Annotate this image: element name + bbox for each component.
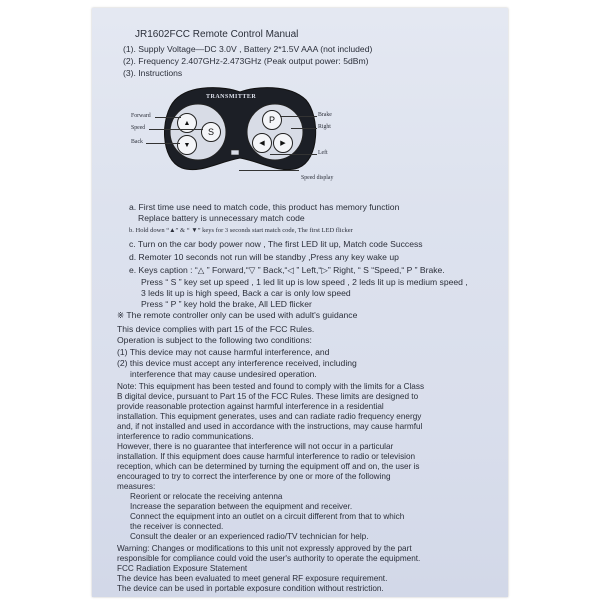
fcc-line: (1) This device may not cause harmful interference, and (117, 347, 330, 357)
speed-button-label: S (207, 127, 214, 137)
fcc-line: provide reasonable protection against harmful interference in a residential (117, 402, 384, 411)
right-icon: ▶ (280, 140, 286, 147)
fcc-line: This device complies with part 15 of the FCC Rules. (117, 324, 315, 334)
manual-title: JR1602FCC Remote Control Manual (135, 29, 299, 40)
label-forward: Forward (131, 113, 151, 119)
spec-line: (1). Supply Voltage—DC 3.0V , Battery 2*1.5V AAA (not included) (123, 44, 373, 54)
forward-button[interactable] (177, 113, 197, 133)
fcc-line: Operation is subject to the following two conditions: (117, 335, 312, 345)
back-button[interactable] (177, 135, 197, 155)
leader-line (270, 154, 317, 155)
instruction-line: Replace battery is unnecessary match code (138, 213, 305, 223)
fcc-line: Warning: Changes or modifications to this unit not expressly approved by the part (117, 544, 412, 553)
spec-line: (2). Frequency 2.407GHz-2.473GHz (Peak output power: 5dBm) (123, 56, 369, 66)
fcc-line: Note: This equipment has been tested and found to comply with the limits for a Class (117, 382, 425, 391)
label-right: Right (318, 124, 331, 130)
fcc-line: Increase the separation between the equipment and receiver. (130, 502, 353, 511)
transmitter-label: TRANSMITTER (206, 94, 257, 100)
fcc-line: (2) this device must accept any interference received, including (117, 358, 357, 368)
fcc-line: installation. If this equipment does cause harmful interference to radio or television (117, 452, 416, 461)
label-brake: Brake (318, 112, 332, 118)
instruction-line: c. Turn on the car body power now , The first LED lit up, Match code Success (129, 239, 423, 249)
guidance-note: ※ The remote controller only can be used with adult's guidance (117, 310, 358, 320)
instruction-line: Press “ P ” key hold the brake, All LED flicker (141, 299, 312, 309)
brake-button[interactable] (262, 110, 282, 130)
fcc-line: encouraged to try to correct the interference by one or more of the following (117, 472, 391, 481)
fcc-line: the receiver is connected. (130, 522, 224, 531)
fcc-line: However, there is no guarantee that interference will not occur in a particular (117, 442, 394, 451)
left-button[interactable] (252, 133, 272, 153)
fcc-line: reception, which can be determined by turning the equipment off and on, the user is (117, 462, 420, 471)
speed-button[interactable] (201, 122, 221, 142)
leader-line (149, 129, 203, 130)
leader-line (280, 116, 317, 117)
label-left: Left (318, 150, 328, 156)
fcc-line: measures: (117, 482, 156, 491)
label-back: Back (131, 139, 143, 145)
fcc-line: The device has been evaluated to meet general RF exposure requirement. (117, 574, 388, 583)
left-icon: ◀ (259, 140, 265, 147)
leader-line (291, 128, 317, 129)
leader-line (155, 117, 181, 118)
spec-line: (3). Instructions (123, 68, 183, 78)
fcc-line: installation. This equipment generates, uses and can radiate radio frequency energy (117, 412, 422, 421)
fcc-line: Reorient or relocate the receiving antenna (130, 492, 283, 501)
fcc-line: interference to radio communications. (117, 432, 254, 441)
forward-icon: ▲ (183, 119, 191, 127)
leader-line (239, 170, 299, 171)
instruction-line: b. Hold down “▲” & “ ▼” keys for 3 seconds start match code, The first LED flicker (129, 227, 353, 234)
label-speed-display: Speed display (301, 175, 334, 181)
fcc-line: interference that may cause undesired operation. (130, 369, 317, 379)
fcc-line: FCC Radiation Exposure Statement (117, 564, 248, 573)
fcc-line: and, if not installed and used in accordance with the instructions, may cause harmful (117, 422, 423, 431)
instruction-line: Press “ S ” key set up speed , 1 led lit up is low speed , 2 leds lit up is medium speed , (141, 277, 468, 287)
right-button[interactable] (273, 133, 293, 153)
fcc-line: B digital device, pursuant to Part 15 of the FCC Rules. These limits are designed to (117, 392, 419, 401)
brake-button-label: P (268, 115, 275, 125)
leader-line (146, 143, 180, 144)
fcc-line: The device can be used in portable exposure condition without restriction. (117, 584, 384, 593)
fcc-line: Consult the dealer or an experienced radio/TV technician for help. (130, 532, 369, 541)
back-icon: ▼ (183, 141, 191, 149)
instruction-line: d. Remoter 10 seconds not run will be standby ,Press any key wake up (129, 252, 399, 262)
instruction-line: 3 leds lit up is high speed, Back a car is only low speed (141, 288, 351, 298)
instruction-line: a. First time use need to match code, this product has memory function (129, 202, 400, 212)
fcc-line: Connect the equipment into an outlet on a circuit different from that to which (130, 512, 405, 521)
label-speed: Speed (131, 125, 146, 131)
fcc-line: responsible for compliance could void the user's authority to operate the equipment. (117, 554, 421, 563)
instruction-line: e. Keys caption : “△ ” Forward,“▽ ” Back,“◁ ” Left,“▷” Right, “ S “Speed,“ P ” Brake. (129, 265, 445, 275)
